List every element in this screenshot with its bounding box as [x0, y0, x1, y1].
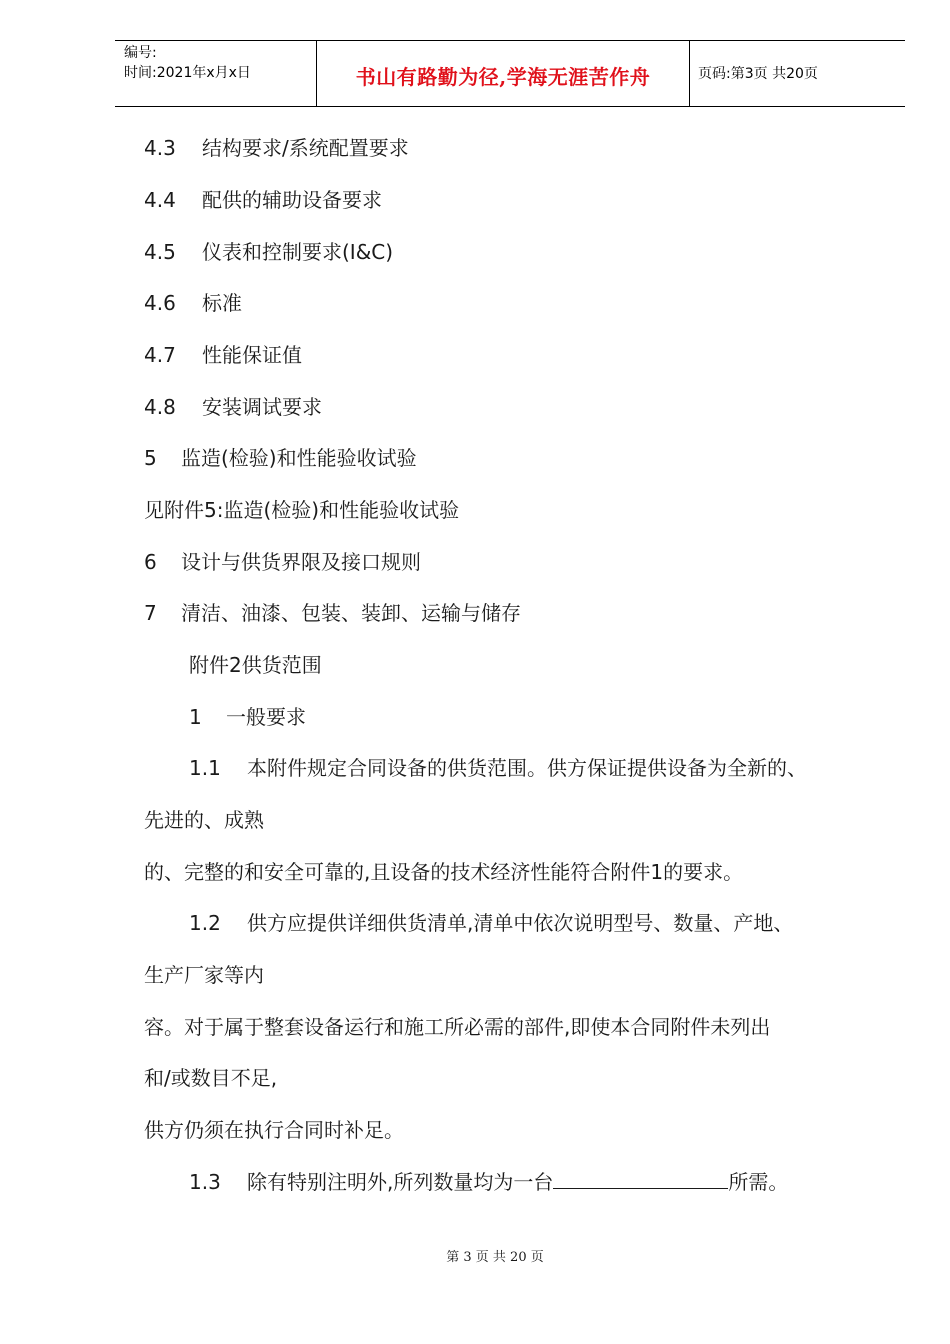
section-title: 清洁、油漆、包装、装卸、运输与储存	[181, 601, 521, 625]
page-header	[115, 40, 905, 107]
section-4-6	[144, 289, 242, 317]
section-number: 4.8	[144, 395, 176, 419]
section-title: 标准	[202, 291, 242, 315]
clause-1-2	[189, 909, 793, 937]
section-number: 1	[189, 705, 202, 729]
paragraph-line: 和/或数目不足,	[144, 1066, 278, 1090]
header-motto: 书山有路勤为径,学海无涯苦作舟	[355, 65, 651, 89]
paragraph-line: 的、完整的和安全可靠的,且设备的技术经济性能符合附件1的要求。	[144, 860, 744, 884]
paragraph-line: 见附件5:监造(检验)和性能验收试验	[144, 498, 460, 522]
section-number: 4.4	[144, 188, 176, 212]
document-time: 时间:2021年x月x日	[124, 65, 251, 81]
section-4-3	[144, 134, 409, 162]
section-title: 仪表和控制要求(I&C)	[202, 240, 394, 264]
clause-text: 本附件规定合同设备的供货范围。供方保证提供设备为全新的、	[247, 756, 807, 780]
section-6	[144, 548, 421, 576]
fill-in-blank	[553, 1170, 728, 1189]
section-title: 监造(检验)和性能验收试验	[181, 446, 417, 470]
clause-number: 1.2	[189, 911, 221, 935]
clause-text: 除有特别注明外,所列数量均为一台	[247, 1170, 554, 1194]
section-number: 4.7	[144, 343, 176, 367]
clause-text-end: 所需。	[728, 1170, 789, 1194]
section-title: 一般要求	[226, 705, 306, 729]
paragraph-line: 先进的、成熟	[144, 808, 264, 832]
section-4-7	[144, 341, 302, 369]
clause-text: 供方应提供详细供货清单,清单中依次说明型号、数量、产地、	[247, 911, 794, 935]
clause-number: 1.3	[189, 1170, 221, 1194]
section-number: 7	[144, 601, 157, 625]
section-title: 安装调试要求	[202, 395, 322, 419]
clause-1-1	[189, 754, 807, 782]
document-code: 编号:	[124, 45, 157, 61]
clause-1-3	[189, 1168, 788, 1196]
clause-number: 1.1	[189, 756, 221, 780]
section-5	[144, 444, 417, 472]
paragraph-line: 容。对于属于整套设备运行和施工所必需的部件,即使本合同附件未列出	[144, 1015, 771, 1039]
section-number: 5	[144, 446, 157, 470]
section-1	[189, 703, 306, 731]
appendix-title: 附件2供货范围	[189, 653, 322, 677]
section-title: 设计与供货界限及接口规则	[181, 550, 421, 574]
section-number: 4.6	[144, 291, 176, 315]
section-7	[144, 599, 521, 627]
section-title: 结构要求/系统配置要求	[202, 136, 409, 160]
paragraph-line: 供方仍须在执行合同时补足。	[144, 1118, 404, 1142]
header-page-number: 页码:第3页 共20页	[698, 65, 818, 82]
section-4-5	[144, 238, 393, 266]
section-title: 性能保证值	[202, 343, 302, 367]
section-number: 4.3	[144, 136, 176, 160]
section-number: 4.5	[144, 240, 176, 264]
section-4-8	[144, 393, 322, 421]
header-page-cell	[690, 41, 905, 106]
page-footer: 第 3 页 共 20 页	[446, 1250, 544, 1265]
section-4-4	[144, 186, 382, 214]
section-title: 配供的辅助设备要求	[202, 188, 382, 212]
header-motto-cell	[316, 41, 690, 106]
paragraph-line: 生产厂家等内	[144, 963, 264, 987]
section-number: 6	[144, 550, 157, 574]
header-info-cell	[115, 41, 316, 106]
